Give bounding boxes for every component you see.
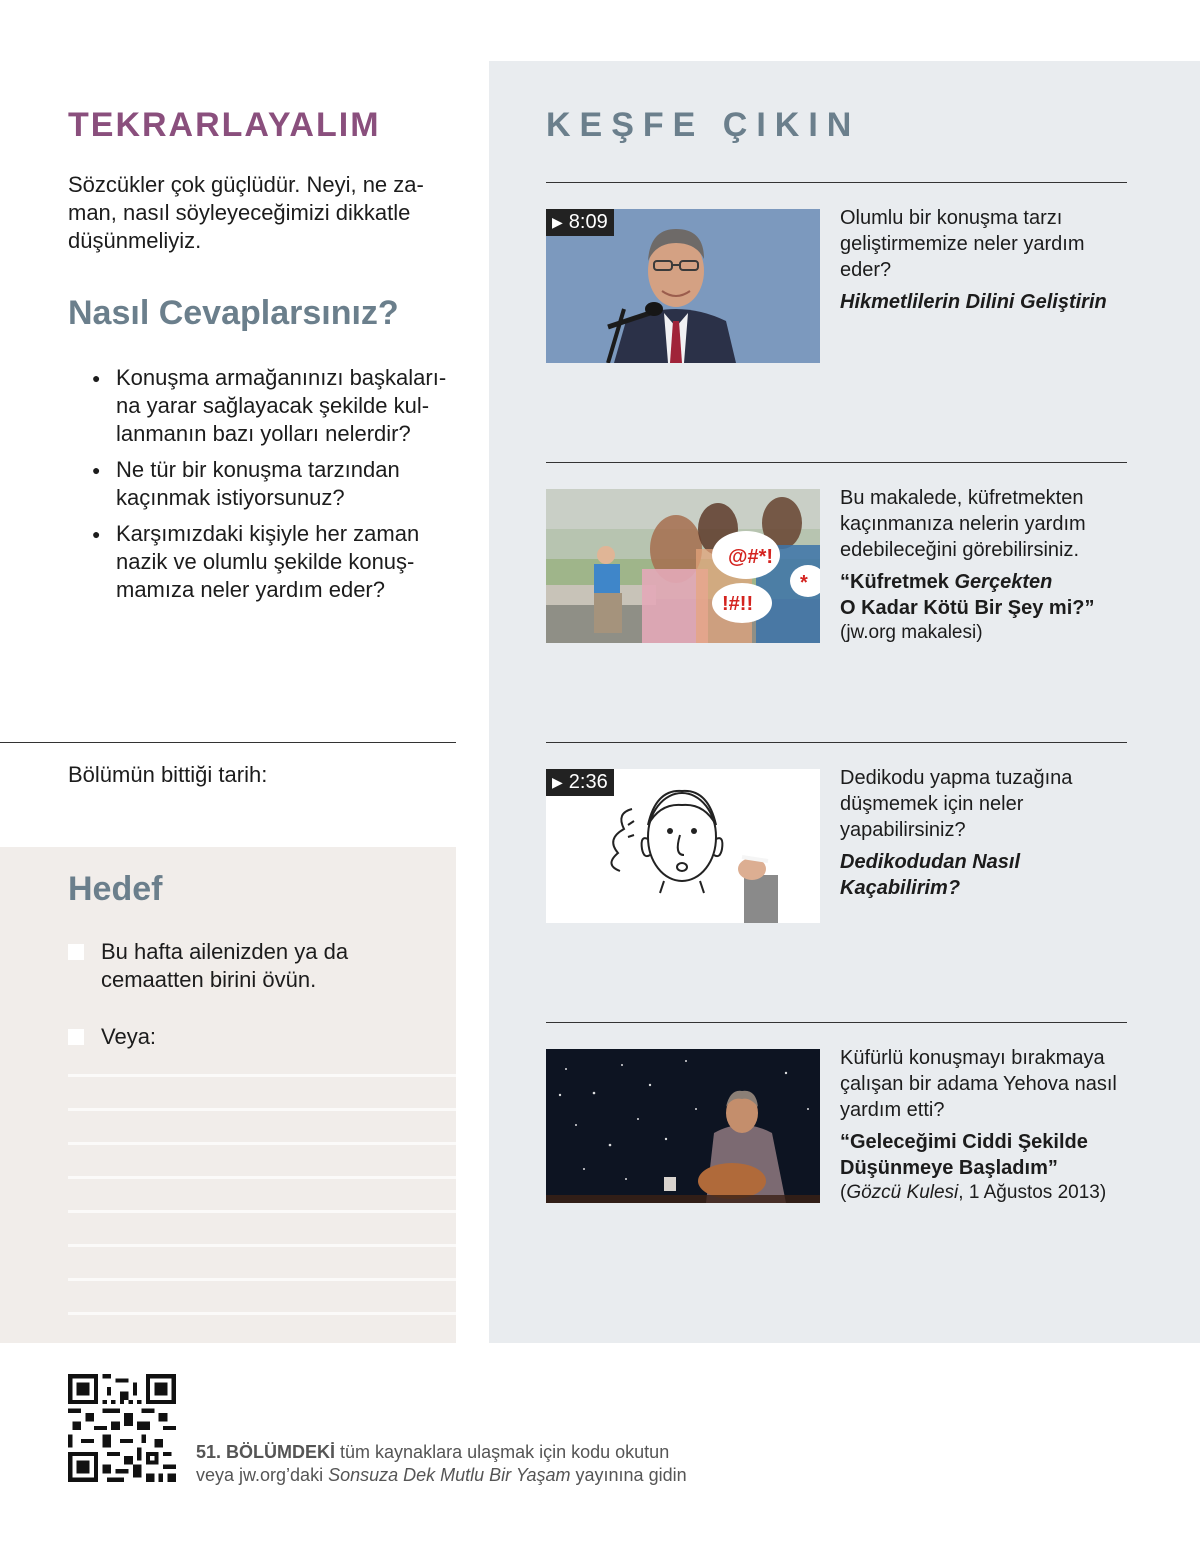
goal-item-label: Bu hafta ailenizden ya da cemaatten birini övün.: [101, 939, 349, 992]
checkbox[interactable]: [68, 944, 84, 960]
reference-part[interactable]: Kaçabilirim?: [840, 877, 961, 899]
explore-title: KEŞFE ÇIKIN: [546, 106, 861, 144]
article-thumbnail-stars[interactable]: [546, 1049, 820, 1203]
video-thumbnail-whiteboard[interactable]: [546, 769, 820, 923]
goal-title: Hedef: [68, 870, 163, 908]
teens-image: [546, 489, 820, 643]
question-item: ● Konuşma armağanınızı başkaları-na yarar sağlayacak şekilde kul-lanmanın bazı yolları nelerdir?: [92, 364, 462, 448]
item-divider: [546, 1022, 1127, 1023]
explore-item-text: [840, 485, 1130, 645]
reference-title[interactable]: Hikmetlilerin Dilini Geliştirin: [840, 291, 1107, 313]
goal-item-label: Veya:: [101, 1024, 157, 1049]
reference-part[interactable]: Gerçekten: [954, 571, 1053, 593]
review-title: TEKRARLAYALIM: [68, 106, 381, 144]
reference-part[interactable]: Dedikodudan Nasıl: [840, 851, 1021, 873]
checkbox[interactable]: [68, 1029, 84, 1045]
footer-part: yayınına gidin: [570, 1465, 687, 1485]
footer-text: [196, 1441, 687, 1487]
reference-part[interactable]: Düşünmeye Başladım”: [840, 1157, 1058, 1179]
writing-line[interactable]: [68, 1074, 456, 1077]
item-reference[interactable]: [840, 289, 1130, 315]
question-item: ● Karşımızdaki kişiyle her zaman nazik ve olumlu şekilde konuş-mamıza neler yardım eder?: [92, 520, 462, 604]
explore-item-text: [840, 205, 1130, 315]
play-icon: ▶: [552, 774, 563, 790]
item-reference[interactable]: [840, 569, 1130, 621]
footer-italic: Sonsuza Dek Mutlu Bir Yaşam: [328, 1465, 571, 1485]
reference-part[interactable]: O Kadar Kötü Bir Şey mi?”: [840, 597, 1095, 619]
goal-panel: [0, 847, 456, 1343]
source-part: Gözcü Kulesi: [846, 1182, 959, 1203]
item-description: Dedikodu yapma tuzağına düşmemek için neler yapabilirsiniz?: [840, 767, 1073, 841]
svg-text:*: *: [800, 572, 808, 594]
footer-bold: 51. BÖLÜMDEKİ: [196, 1442, 336, 1462]
item-reference[interactable]: [840, 1129, 1130, 1181]
writing-line[interactable]: [68, 1142, 456, 1145]
play-icon: ▶: [552, 214, 563, 230]
stars-image: [546, 1049, 820, 1203]
duration-badge: [546, 769, 614, 796]
item-description: Bu makalede, küfretmekten kaçınmanıza nelerin yardım edebileceğini görebilirsiniz.: [840, 487, 1086, 561]
explore-item-text: [840, 1045, 1130, 1205]
reference-part[interactable]: “Geleceğimi Ciddi Şekilde: [840, 1131, 1088, 1153]
question-list: [92, 364, 462, 612]
writing-line[interactable]: [68, 1244, 456, 1247]
footer-part: tüm kaynaklara ulaşmak için kodu okutun: [335, 1442, 670, 1462]
question-item: ● Ne tür bir konuşma tarzından kaçınmak istiyorsunuz?: [92, 456, 462, 512]
item-description: Küfürlü konuşmayı bırakmaya çalışan bir adama Yehova nasıl yardım etti?: [840, 1047, 1117, 1121]
goal-checkbox-item[interactable]: [68, 1023, 421, 1051]
review-text: Sözcükler çok güçlüdür. Neyi, ne za-man, nasıl söyleyeceğimizi dikkatle düşünmeliyiz.: [68, 172, 424, 253]
item-description: Olumlu bir konuşma tarzı geliştirmemize neler yardım eder?: [840, 207, 1085, 281]
item-source: [840, 1181, 1130, 1205]
duration-label: 2:36: [568, 771, 608, 793]
article-thumbnail-teens[interactable]: [546, 489, 820, 643]
section-divider: [0, 742, 456, 743]
completion-date-label: Bölümün bittiği tarih:: [68, 762, 268, 787]
source-part: (: [840, 1182, 847, 1203]
item-divider: [546, 182, 1127, 183]
footer-part: veya jw.org’daki: [196, 1465, 329, 1485]
writing-line[interactable]: [68, 1176, 456, 1179]
writing-line[interactable]: [68, 1108, 456, 1111]
writing-line[interactable]: [68, 1312, 456, 1315]
item-divider: [546, 742, 1127, 743]
duration-badge: [546, 209, 614, 236]
writing-line[interactable]: [68, 1210, 456, 1213]
explore-item-text: [840, 765, 1130, 901]
duration-label: 8:09: [568, 211, 608, 233]
item-divider: [546, 462, 1127, 463]
bubble-text: !#!!: [722, 593, 754, 615]
answer-title: Nasıl Cevaplarsınız?: [68, 294, 399, 332]
item-source: (jw.org makalesi): [840, 622, 983, 643]
item-reference[interactable]: [840, 849, 1130, 901]
source-part: , 1 Ağustos 2013): [958, 1182, 1107, 1203]
goal-checkbox-item[interactable]: [68, 938, 421, 994]
writing-line[interactable]: [68, 1278, 456, 1281]
bubble-text: @#*!: [728, 546, 774, 568]
video-thumbnail-speaker[interactable]: [546, 209, 820, 363]
qr-code-icon[interactable]: [68, 1374, 176, 1482]
reference-part[interactable]: “Küfretmek: [840, 571, 955, 593]
